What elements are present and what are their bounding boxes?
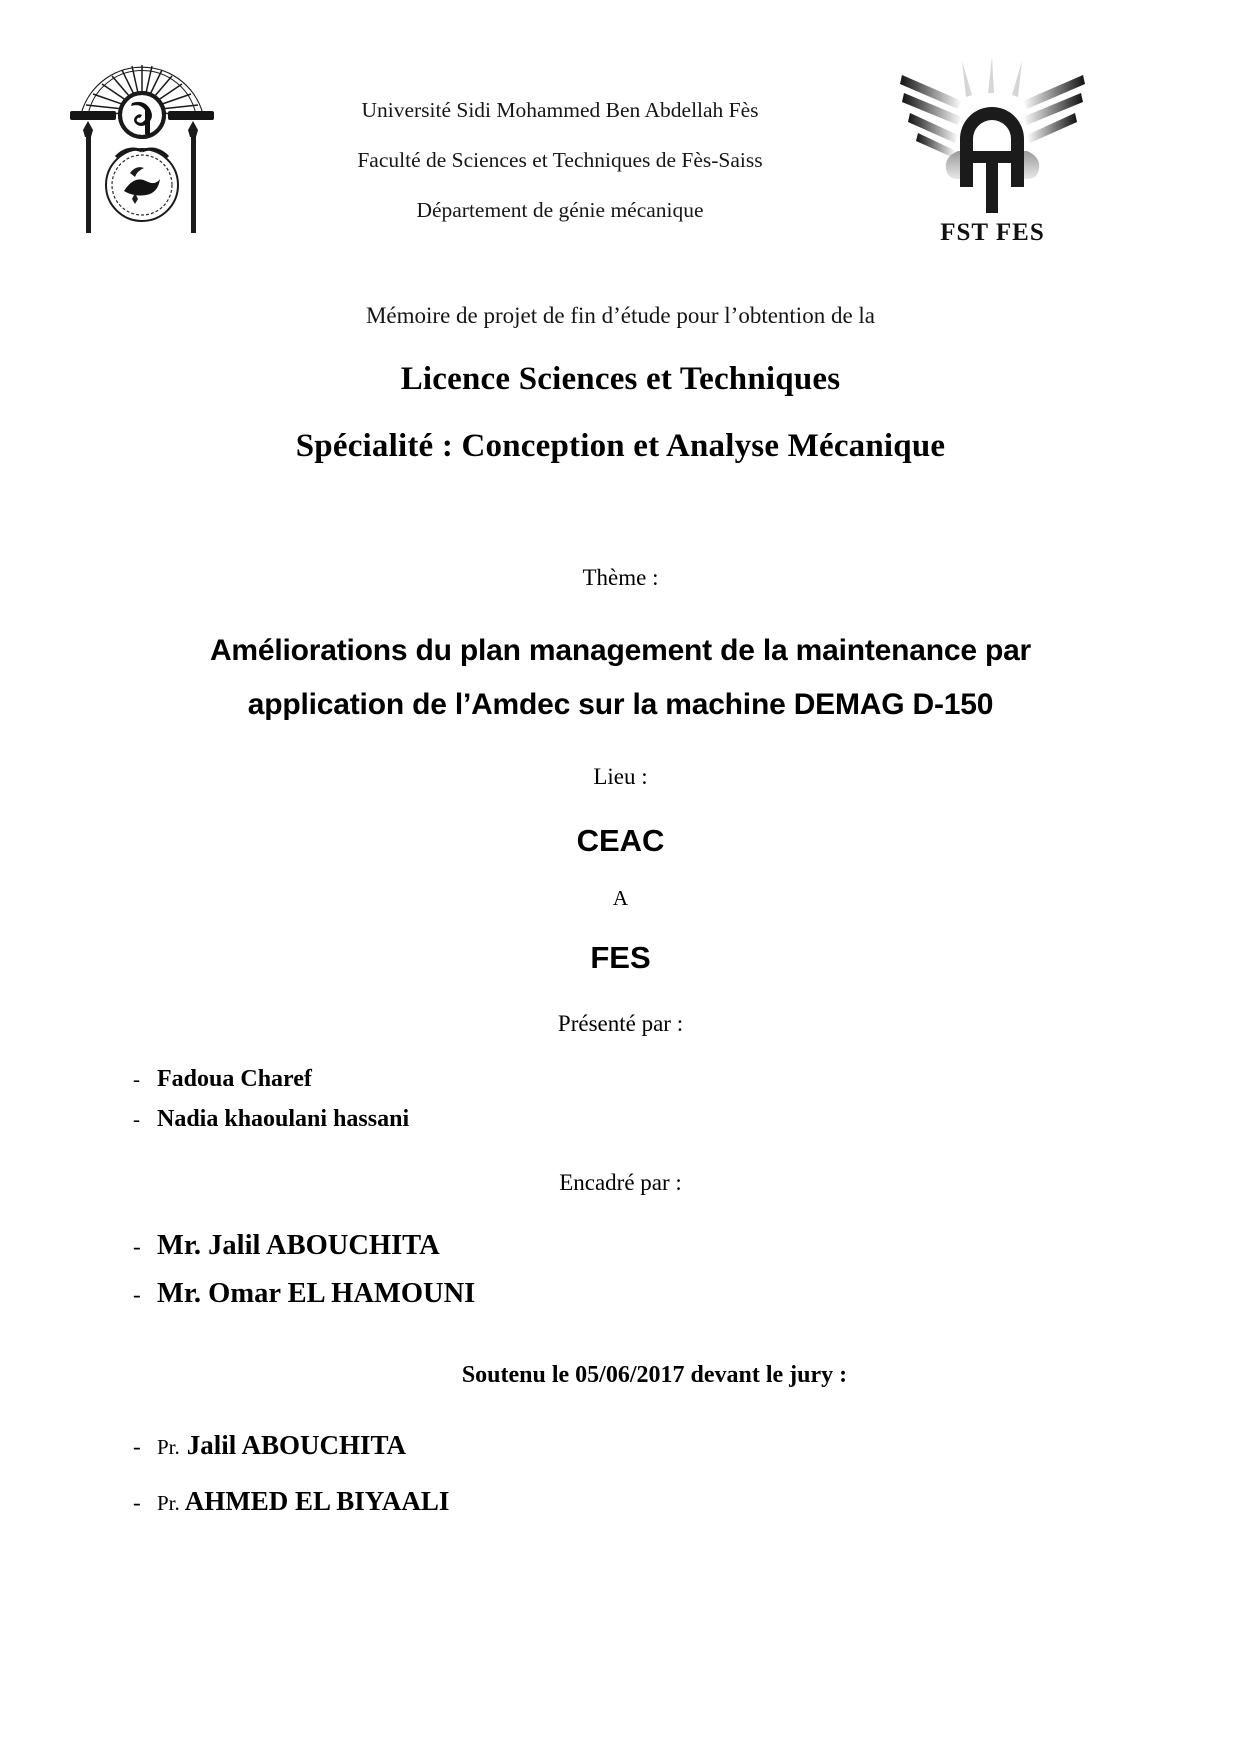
theme-label: Thème :	[582, 565, 659, 590]
list-item	[0, 1099, 1241, 1139]
fst-fes-logo-icon	[900, 55, 1085, 245]
list-item	[0, 1059, 1241, 1099]
list-item	[0, 1418, 1241, 1474]
jury-list	[0, 1418, 1241, 1530]
bullet-dash: -	[133, 1107, 140, 1131]
supervisors-list	[0, 1222, 1241, 1318]
jury-member-title: Pr.	[157, 1491, 180, 1515]
bullet-dash: -	[133, 1434, 141, 1459]
defense-date-line: Soutenu le 05/06/2017 devant le jury :	[461, 1362, 848, 1388]
jury-member-title: Pr.	[157, 1435, 180, 1459]
bullet-dash: -	[133, 1282, 141, 1307]
location-joiner: A	[612, 886, 629, 910]
jury-member	[157, 1474, 449, 1530]
jury-member-name: Jalil ABOUCHITA	[186, 1430, 407, 1460]
usmba-university-emblem-icon	[62, 53, 222, 243]
list-item	[0, 1270, 1241, 1318]
cover-content	[0, 250, 1241, 1530]
bullet-dash: -	[133, 1234, 141, 1259]
supervisor-name: Mr. Jalil ABOUCHITA	[157, 1230, 440, 1261]
lead-line: Mémoire de projet de fin d’étude pour l’obtention de la	[365, 303, 876, 328]
bullet-dash: -	[133, 1067, 140, 1091]
location-company: CEAC	[576, 823, 665, 858]
institution-line-university: Université Sidi Mohammed Ben Abdellah Fès	[361, 98, 759, 122]
specialty-title: Spécialité : Conception et Analyse Mécanique	[295, 428, 946, 464]
theme-title-line-2: application de l’Amdec sur la machine DEMAG D-150	[247, 688, 994, 721]
student-name: Nadia khaoulani hassani	[157, 1106, 410, 1132]
theme-title-line-1: Améliorations du plan management de la maintenance par	[209, 634, 1032, 667]
presented-by-label: Présenté par :	[557, 1011, 684, 1036]
location-label: Lieu :	[593, 764, 648, 789]
students-list	[0, 1059, 1241, 1139]
jury-member-name: AHMED EL BIYAALI	[184, 1486, 450, 1516]
jury-member	[157, 1418, 406, 1474]
supervisor-name: Mr. Omar EL HAMOUNI	[157, 1278, 476, 1309]
fst-fes-logo-label: FST FES	[940, 219, 1045, 246]
page-header	[0, 45, 1241, 245]
institution-line-faculty: Faculté de Sciences et Techniques de Fès-Saiss	[357, 148, 763, 172]
supervised-by-label: Encadré par :	[559, 1170, 682, 1195]
location-city: FES	[590, 940, 651, 975]
theme-title	[171, 624, 1071, 732]
list-item	[0, 1222, 1241, 1270]
institution-heading	[230, 85, 890, 235]
student-name: Fadoua Charef	[157, 1066, 312, 1092]
degree-title: Licence Sciences et Techniques	[400, 361, 841, 397]
bullet-dash: -	[133, 1490, 141, 1515]
institution-line-department: Département de génie mécanique	[416, 198, 704, 222]
list-item	[0, 1474, 1241, 1530]
